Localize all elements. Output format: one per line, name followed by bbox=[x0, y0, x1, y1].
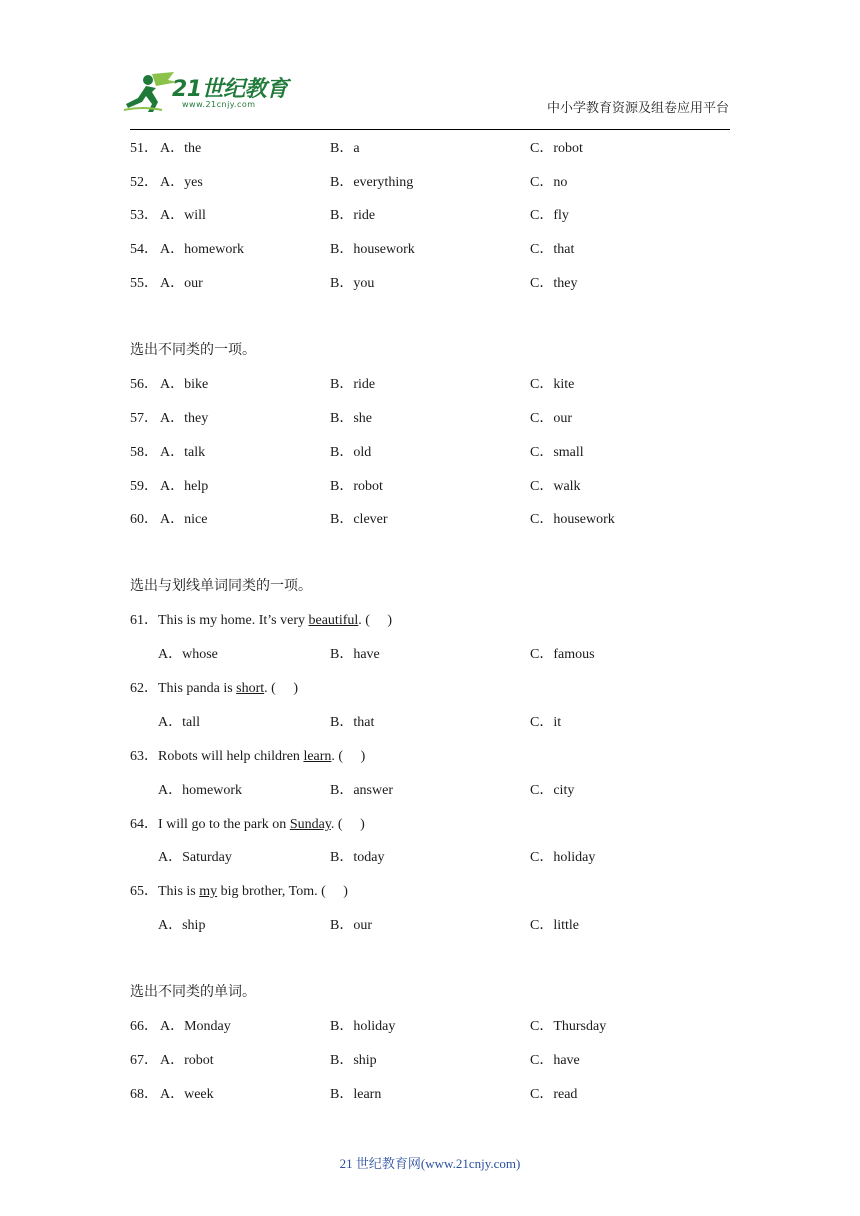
option-b[interactable]: B．she bbox=[330, 411, 372, 426]
option-a[interactable]: A．Monday bbox=[160, 1019, 231, 1034]
option-c[interactable]: C．small bbox=[530, 445, 584, 460]
option-c[interactable]: C．that bbox=[530, 242, 575, 257]
question-stem bbox=[130, 611, 392, 631]
option-a[interactable]: A．nice bbox=[160, 512, 208, 527]
underlined-word: learn bbox=[303, 749, 332, 764]
option-b[interactable]: B．holiday bbox=[330, 1019, 396, 1034]
options-row bbox=[130, 713, 730, 733]
stem-text: . ( ) bbox=[331, 749, 366, 764]
question-number: 58． bbox=[130, 445, 158, 460]
option-b[interactable]: B．have bbox=[330, 647, 380, 662]
question-row bbox=[130, 477, 730, 497]
underlined-word: beautiful bbox=[308, 613, 359, 628]
option-b[interactable]: B．learn bbox=[330, 1087, 382, 1102]
stem-text: This is my home. It’s very bbox=[158, 613, 309, 628]
question-number: 56． bbox=[130, 377, 158, 392]
option-b[interactable]: B．clever bbox=[330, 512, 388, 527]
option-b[interactable]: B．ride bbox=[330, 208, 376, 223]
option-c[interactable]: C．holiday bbox=[530, 850, 596, 865]
option-b[interactable]: B．ship bbox=[330, 1053, 377, 1068]
logo-url: www.21cnjy.com bbox=[182, 100, 256, 109]
option-c[interactable]: C．housework bbox=[530, 512, 615, 527]
question-number: 55． bbox=[130, 276, 158, 291]
option-b[interactable]: B．everything bbox=[330, 175, 414, 190]
options-row bbox=[130, 848, 730, 868]
option-c[interactable]: C．walk bbox=[530, 479, 581, 494]
stem-text: . ( ) bbox=[330, 817, 365, 832]
option-a[interactable]: A．tall bbox=[158, 715, 200, 730]
option-c[interactable]: C．robot bbox=[530, 141, 583, 156]
question-number: 52． bbox=[130, 175, 158, 190]
question-number: 61． bbox=[130, 613, 158, 628]
option-b[interactable]: B．today bbox=[330, 850, 385, 865]
option-c[interactable]: C．our bbox=[530, 411, 572, 426]
stem-text: This panda is bbox=[158, 681, 237, 696]
page-header bbox=[0, 0, 860, 132]
header-divider bbox=[130, 129, 730, 130]
question-row bbox=[130, 510, 730, 530]
option-b[interactable]: B．that bbox=[330, 715, 375, 730]
question-number: 65． bbox=[130, 884, 158, 899]
option-a[interactable]: A．week bbox=[160, 1087, 214, 1102]
stem-text: big brother, Tom. ( ) bbox=[217, 884, 348, 899]
question-stem bbox=[130, 815, 365, 835]
option-b[interactable]: B．old bbox=[330, 445, 372, 460]
question-row bbox=[130, 375, 730, 395]
stem-text: This is bbox=[158, 884, 200, 899]
stem-text: I will go to the park on bbox=[158, 817, 290, 832]
logo bbox=[122, 70, 292, 116]
option-c[interactable]: C．read bbox=[530, 1087, 578, 1102]
option-a[interactable]: A．our bbox=[160, 276, 203, 291]
option-c[interactable]: C．it bbox=[530, 715, 562, 730]
question-number: 66． bbox=[130, 1019, 158, 1034]
question-number: 63． bbox=[130, 749, 158, 764]
option-c[interactable]: C．little bbox=[530, 918, 579, 933]
header-platform-text: 中小学教育资源及组卷应用平台 bbox=[546, 100, 729, 115]
option-c[interactable]: C．famous bbox=[530, 647, 595, 662]
question-number: 67． bbox=[130, 1053, 158, 1068]
option-a[interactable]: A．help bbox=[160, 479, 209, 494]
logo-text: 21世纪教育 bbox=[172, 77, 288, 102]
question-number: 57． bbox=[130, 411, 158, 426]
option-a[interactable]: A．talk bbox=[160, 445, 206, 460]
page-footer[interactable]: 21 世纪教育网(www.21cnjy.com) bbox=[339, 1156, 521, 1171]
option-a[interactable]: A．they bbox=[160, 411, 209, 426]
question-number: 68． bbox=[130, 1087, 158, 1102]
underlined-word: Sunday bbox=[289, 817, 331, 832]
options-row bbox=[130, 781, 730, 801]
option-a[interactable]: A．homework bbox=[158, 783, 242, 798]
underlined-word: my bbox=[199, 884, 218, 899]
option-b[interactable]: B．you bbox=[330, 276, 375, 291]
question-row bbox=[130, 1017, 730, 1037]
question-number: 64． bbox=[130, 817, 158, 832]
question-row bbox=[130, 443, 730, 463]
option-b[interactable]: B．housework bbox=[330, 242, 415, 257]
stem-text: Robots will help children bbox=[158, 749, 304, 764]
stem-text: . ( ) bbox=[264, 681, 298, 696]
option-c[interactable]: C．fly bbox=[530, 208, 569, 223]
option-a[interactable]: A．ship bbox=[158, 918, 206, 933]
option-c[interactable]: C．no bbox=[530, 175, 568, 190]
question-number: 51． bbox=[130, 141, 158, 156]
option-a[interactable]: A．Saturday bbox=[158, 850, 232, 865]
options-row bbox=[130, 645, 730, 665]
option-c[interactable]: C．have bbox=[530, 1053, 580, 1068]
options-row bbox=[130, 916, 730, 936]
option-c[interactable]: C．Thursday bbox=[530, 1019, 607, 1034]
option-c[interactable]: C．they bbox=[530, 276, 578, 291]
question-number: 62． bbox=[130, 681, 158, 696]
option-c[interactable]: C．kite bbox=[530, 377, 575, 392]
option-b[interactable]: B．answer bbox=[330, 783, 393, 798]
option-a[interactable]: A．robot bbox=[160, 1053, 214, 1068]
section-instruction: 选出不同类的单词。 bbox=[130, 985, 256, 1000]
option-a[interactable]: A．bike bbox=[160, 377, 209, 392]
option-a[interactable]: A．yes bbox=[160, 175, 203, 190]
question-row bbox=[130, 274, 730, 294]
question-row bbox=[130, 1051, 730, 1071]
question-stem bbox=[130, 882, 348, 902]
option-b[interactable]: B．our bbox=[330, 918, 372, 933]
question-number: 54． bbox=[130, 242, 158, 257]
stem-text: . ( ) bbox=[358, 613, 393, 628]
question-stem bbox=[130, 679, 298, 699]
option-b[interactable]: B．ride bbox=[330, 377, 376, 392]
section-instruction: 选出不同类的一项。 bbox=[130, 343, 256, 358]
question-row bbox=[130, 1085, 730, 1105]
question-row bbox=[130, 409, 730, 429]
question-number: 59． bbox=[130, 479, 158, 494]
question-row bbox=[130, 173, 730, 193]
question-row bbox=[130, 206, 730, 226]
question-row bbox=[130, 240, 730, 260]
underlined-word: short bbox=[236, 681, 265, 696]
section-instruction: 选出与划线单词同类的一项。 bbox=[130, 579, 312, 594]
option-a[interactable]: A．whose bbox=[158, 647, 218, 662]
option-a[interactable]: A．the bbox=[160, 141, 202, 156]
option-a[interactable]: A．homework bbox=[160, 242, 244, 257]
option-a[interactable]: A．will bbox=[160, 208, 206, 223]
question-row bbox=[130, 139, 730, 159]
option-b[interactable]: B．a bbox=[330, 141, 360, 156]
question-stem bbox=[130, 747, 365, 767]
option-c[interactable]: C．city bbox=[530, 783, 575, 798]
question-number: 53． bbox=[130, 208, 158, 223]
option-b[interactable]: B．robot bbox=[330, 479, 383, 494]
question-number: 60． bbox=[130, 512, 158, 527]
